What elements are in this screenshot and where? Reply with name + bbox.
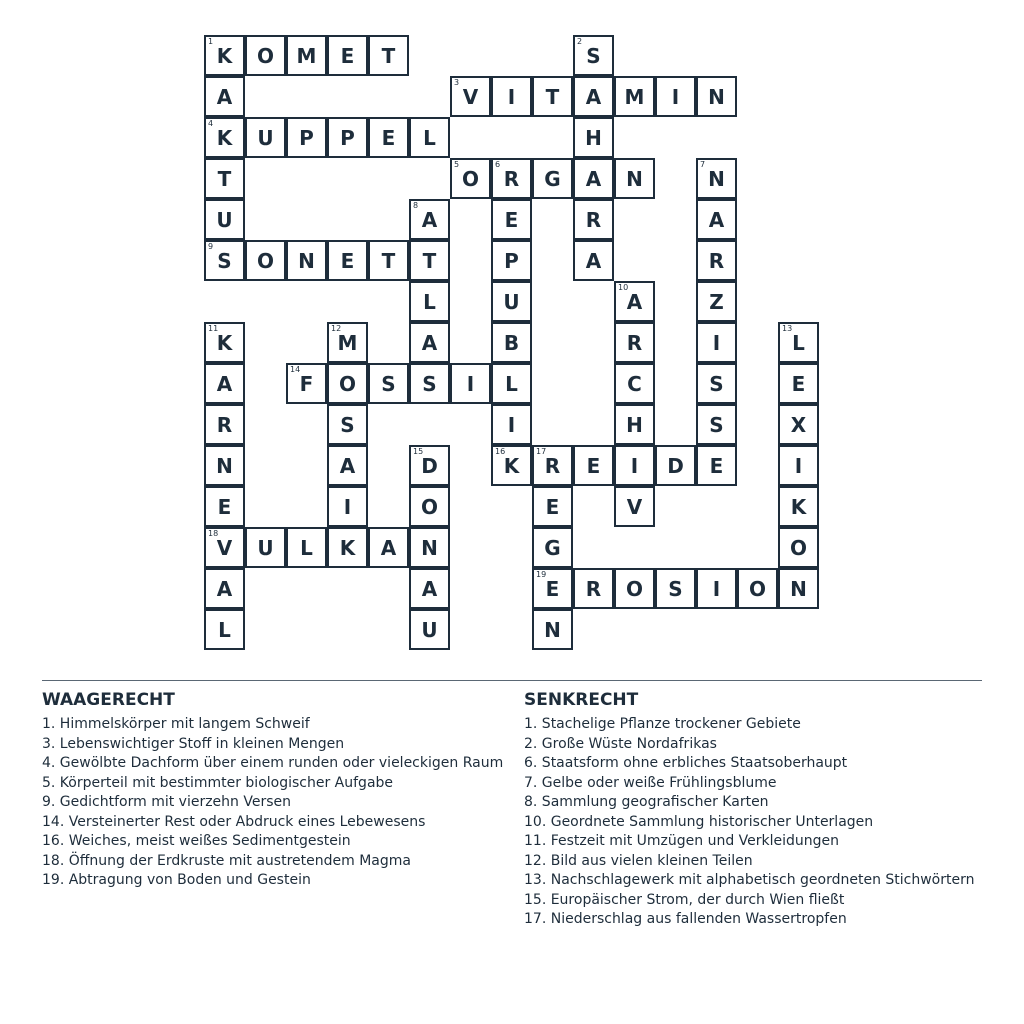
cell-letter: L	[423, 289, 436, 314]
cell-letter: R	[544, 453, 561, 478]
down-clue: 12. Bild aus vielen kleinen Teilen	[524, 852, 753, 869]
cell-letter: N	[421, 535, 438, 560]
grid-cell[interactable]	[286, 363, 327, 404]
grid-cell[interactable]	[696, 158, 737, 199]
cell-letter: O	[789, 535, 807, 560]
cell-letter: P	[340, 125, 355, 150]
clue-number: 16	[495, 447, 506, 456]
grid-cell[interactable]	[409, 568, 450, 609]
across-clue: 16. Weiches, meist weißes Sedimentgestein	[42, 833, 351, 849]
grid-cell[interactable]	[204, 240, 245, 281]
cell-letter: E	[545, 576, 560, 601]
cell-letter: S	[340, 412, 355, 437]
grid-cell[interactable]	[491, 76, 532, 117]
grid-cell[interactable]	[696, 76, 737, 117]
cell-letter: A	[421, 576, 438, 601]
cell-letter: O	[256, 43, 274, 68]
grid-cell[interactable]	[614, 363, 655, 404]
cell-letter: I	[794, 453, 803, 478]
clue-number: 5	[454, 160, 460, 169]
down-clue: 2. Große Wüste Nordafrikas	[524, 735, 717, 752]
grid-cell[interactable]	[409, 322, 450, 363]
cell-letter: R	[626, 330, 643, 355]
grid-cell[interactable]	[204, 117, 245, 158]
cell-letter: R	[708, 248, 725, 273]
cell-letter: K	[216, 125, 233, 150]
cell-letter: H	[626, 412, 643, 437]
clue-number: 12	[331, 324, 342, 333]
cell-letter: I	[712, 576, 721, 601]
cell-letter: T	[217, 166, 232, 191]
grid-cell[interactable]	[204, 445, 245, 486]
cell-letter: E	[545, 494, 560, 519]
divider	[42, 680, 982, 681]
cell-letter: E	[586, 453, 601, 478]
across-clue: 14. Versteinerter Rest oder Abdruck eines Lebewesens	[42, 813, 426, 830]
grid-cell[interactable]	[450, 158, 491, 199]
grid-cell[interactable]	[696, 568, 737, 609]
grid-cell[interactable]	[409, 486, 450, 527]
cell-letter: N	[708, 166, 725, 191]
cell-letter: V	[216, 535, 233, 560]
clue-number: 9	[208, 242, 214, 251]
down-clue-list	[524, 716, 984, 927]
grid-cell[interactable]	[204, 486, 245, 527]
down-clue: 13. Nachschlagewerk mit alphabetisch geordneten Stichwörtern	[524, 872, 975, 888]
cell-letter: G	[544, 166, 561, 191]
cell-letter: N	[216, 453, 233, 478]
grid-cell[interactable]	[491, 240, 532, 281]
cell-letter: S	[422, 371, 437, 396]
grid-cell[interactable]	[491, 445, 532, 486]
across-clue: 1. Himmelskörper mit langem Schweif	[42, 716, 310, 732]
grid-cell[interactable]	[737, 568, 778, 609]
grid-cell[interactable]	[327, 363, 368, 404]
cell-letter: A	[380, 535, 397, 560]
cell-letter: Z	[709, 289, 724, 314]
across-clue: 18. Öffnung der Erdkruste mit austretendem Magma	[42, 852, 411, 869]
grid-cell[interactable]	[696, 281, 737, 322]
grid-cell[interactable]	[614, 158, 655, 199]
grid-cell[interactable]	[450, 76, 491, 117]
grid-cell[interactable]	[532, 527, 573, 568]
cell-letter: D	[421, 453, 438, 478]
grid-cell[interactable]	[204, 609, 245, 650]
across-clue: 4. Gewölbte Dachform über einem runden oder vieleckigen Raum	[42, 755, 504, 771]
clue-number: 11	[208, 324, 219, 333]
across-heading: WAAGERECHT	[42, 690, 175, 710]
grid-cell[interactable]	[286, 35, 327, 76]
cell-letter: E	[340, 43, 355, 68]
grid-cell[interactable]	[655, 76, 696, 117]
grid-cell[interactable]	[368, 527, 409, 568]
cell-letter: R	[503, 166, 520, 191]
cell-letter: L	[423, 125, 436, 150]
cell-letter: D	[667, 453, 684, 478]
cell-letter: N	[626, 166, 643, 191]
down-clue: 17. Niederschlag aus fallenden Wassertropfen	[524, 911, 847, 927]
grid-cell[interactable]	[409, 281, 450, 322]
cell-letter: V	[462, 84, 479, 109]
grid-cell[interactable]	[696, 363, 737, 404]
clue-number: 19	[536, 570, 547, 579]
across-clue: 9. Gedichtform mit vierzehn Versen	[42, 794, 292, 810]
down-clue: 10. Geordnete Sammlung historischer Unterlagen	[524, 813, 874, 830]
across-clue: 19. Abtragung von Boden und Gestein	[42, 872, 311, 888]
down-clues-section	[524, 690, 984, 931]
grid-cell[interactable]	[696, 322, 737, 363]
clue-number: 15	[413, 447, 424, 456]
grid-cell[interactable]	[778, 445, 819, 486]
cell-letter: A	[216, 84, 233, 109]
cell-letter: S	[586, 43, 601, 68]
clue-number: 10	[618, 283, 629, 292]
cell-letter: M	[624, 84, 645, 109]
cell-letter: S	[709, 371, 724, 396]
cell-letter: T	[381, 43, 396, 68]
grid-cell[interactable]	[614, 322, 655, 363]
cell-letter: H	[585, 125, 602, 150]
clue-number: 4	[208, 119, 214, 128]
cell-letter: A	[421, 207, 438, 232]
across-clues-section	[42, 690, 512, 892]
cell-letter: M	[296, 43, 317, 68]
grid-cell[interactable]	[409, 445, 450, 486]
cell-letter: O	[461, 166, 479, 191]
cell-letter: I	[671, 84, 680, 109]
grid-cell[interactable]	[409, 527, 450, 568]
grid-cell[interactable]	[491, 363, 532, 404]
grid-cell[interactable]	[614, 76, 655, 117]
cell-letter: R	[216, 412, 233, 437]
grid-cell[interactable]	[573, 35, 614, 76]
cell-letter: N	[298, 248, 315, 273]
grid-cell[interactable]	[573, 199, 614, 240]
grid-cell[interactable]	[532, 609, 573, 650]
cell-letter: K	[503, 453, 520, 478]
grid-cell[interactable]	[491, 281, 532, 322]
cell-letter: F	[299, 371, 314, 396]
cell-letter: P	[299, 125, 314, 150]
cell-letter: A	[421, 330, 438, 355]
grid-cell[interactable]	[491, 199, 532, 240]
grid-cell[interactable]	[778, 486, 819, 527]
grid-cell[interactable]	[491, 404, 532, 445]
grid-cell[interactable]	[573, 158, 614, 199]
cell-letter: U	[216, 207, 233, 232]
cell-letter: S	[217, 248, 232, 273]
grid-cell[interactable]	[327, 527, 368, 568]
cell-letter: T	[545, 84, 560, 109]
clue-number: 1	[208, 37, 214, 46]
cell-letter: I	[343, 494, 352, 519]
grid-cell[interactable]	[368, 363, 409, 404]
down-clue: 6. Staatsform ohne erbliches Staatsoberhaupt	[524, 755, 848, 771]
cell-letter: L	[218, 617, 231, 642]
cell-letter: S	[668, 576, 683, 601]
grid-cell[interactable]	[573, 240, 614, 281]
cell-letter: S	[709, 412, 724, 437]
cell-letter: K	[790, 494, 807, 519]
cell-letter: X	[790, 412, 807, 437]
grid-cell[interactable]	[368, 35, 409, 76]
grid-cell[interactable]	[409, 199, 450, 240]
cell-letter: V	[626, 494, 643, 519]
grid-cell[interactable]	[204, 527, 245, 568]
clue-number: 13	[782, 324, 793, 333]
grid-cell[interactable]	[327, 117, 368, 158]
cell-letter: R	[585, 207, 602, 232]
grid-cell[interactable]	[778, 322, 819, 363]
clue-number: 17	[536, 447, 547, 456]
clue-number: 14	[290, 365, 301, 374]
cell-letter: I	[466, 371, 475, 396]
cell-letter: E	[381, 125, 396, 150]
grid-cell[interactable]	[573, 568, 614, 609]
cell-letter: A	[216, 371, 233, 396]
cell-letter: K	[216, 330, 233, 355]
grid-cell[interactable]	[204, 35, 245, 76]
down-clue: 7. Gelbe oder weiße Frühlingsblume	[524, 774, 777, 791]
cell-letter: A	[708, 207, 725, 232]
grid-cell[interactable]	[245, 240, 286, 281]
grid-cell[interactable]	[327, 486, 368, 527]
grid-cell[interactable]	[573, 76, 614, 117]
grid-cell[interactable]	[409, 240, 450, 281]
grid-cell[interactable]	[204, 199, 245, 240]
grid-cell[interactable]	[614, 445, 655, 486]
grid-cell[interactable]	[696, 404, 737, 445]
cell-letter: I	[507, 412, 516, 437]
grid-cell[interactable]	[409, 117, 450, 158]
cell-letter: A	[585, 84, 602, 109]
down-clue: 15. Europäischer Strom, der durch Wien fließt	[524, 891, 845, 908]
grid-cell[interactable]	[368, 117, 409, 158]
cell-letter: A	[626, 289, 643, 314]
down-clue: 11. Festzeit mit Umzügen und Verkleidungen	[524, 833, 840, 849]
grid-cell[interactable]	[204, 363, 245, 404]
grid-cell[interactable]	[655, 568, 696, 609]
cell-letter: I	[630, 453, 639, 478]
cell-letter: T	[422, 248, 437, 273]
grid-cell[interactable]	[286, 117, 327, 158]
cell-letter: L	[300, 535, 313, 560]
grid-cell[interactable]	[614, 568, 655, 609]
clue-number: 7	[700, 160, 706, 169]
cell-letter: U	[421, 617, 438, 642]
grid-cell[interactable]	[573, 117, 614, 158]
clue-number: 6	[495, 160, 501, 169]
cell-letter: O	[338, 371, 356, 396]
cell-letter: E	[217, 494, 232, 519]
grid-cell[interactable]	[327, 445, 368, 486]
cell-letter: O	[256, 248, 274, 273]
cell-letter: U	[503, 289, 520, 314]
cell-letter: M	[337, 330, 358, 355]
grid-cell[interactable]	[491, 322, 532, 363]
cell-letter: U	[257, 535, 274, 560]
cell-letter: O	[625, 576, 643, 601]
grid-cell[interactable]	[696, 240, 737, 281]
cell-letter: L	[792, 330, 805, 355]
grid-cell[interactable]	[245, 117, 286, 158]
grid-cell[interactable]	[245, 527, 286, 568]
down-clue: 1. Stachelige Pflanze trockener Gebiete	[524, 716, 801, 732]
down-heading: SENKRECHT	[524, 690, 639, 710]
grid-cell[interactable]	[368, 240, 409, 281]
across-clue: 3. Lebenswichtiger Stoff in kleinen Mengen	[42, 735, 345, 752]
grid-cell[interactable]	[655, 445, 696, 486]
grid-cell[interactable]	[778, 363, 819, 404]
grid-cell[interactable]	[778, 527, 819, 568]
cell-letter: E	[504, 207, 519, 232]
grid-cell[interactable]	[286, 527, 327, 568]
cell-letter: A	[585, 166, 602, 191]
clue-number: 8	[413, 201, 419, 210]
grid-cell[interactable]	[204, 404, 245, 445]
grid-cell[interactable]	[327, 322, 368, 363]
cell-letter: N	[708, 84, 725, 109]
cell-letter: O	[748, 576, 766, 601]
grid-cell[interactable]	[532, 445, 573, 486]
grid-cell[interactable]	[245, 35, 286, 76]
cell-letter: N	[544, 617, 561, 642]
grid-cell[interactable]	[532, 486, 573, 527]
cell-letter: N	[790, 576, 807, 601]
grid-cell[interactable]	[614, 404, 655, 445]
grid-cell[interactable]	[614, 486, 655, 527]
grid-cell[interactable]	[532, 158, 573, 199]
cell-letter: E	[791, 371, 806, 396]
cell-letter: G	[544, 535, 561, 560]
grid-cell[interactable]	[409, 363, 450, 404]
grid-cell[interactable]	[778, 404, 819, 445]
clue-number: 3	[454, 78, 460, 87]
grid-cell[interactable]	[573, 445, 614, 486]
grid-cell[interactable]	[450, 363, 491, 404]
grid-cell[interactable]	[327, 240, 368, 281]
clue-number: 18	[208, 529, 219, 538]
cell-letter: T	[381, 248, 396, 273]
cell-letter: B	[503, 330, 520, 355]
cell-letter: L	[505, 371, 518, 396]
cell-letter: K	[339, 535, 356, 560]
cell-letter: A	[216, 576, 233, 601]
cell-letter: I	[712, 330, 721, 355]
grid-cell[interactable]	[778, 568, 819, 609]
grid-cell[interactable]	[491, 158, 532, 199]
cell-letter: E	[340, 248, 355, 273]
cell-letter: R	[585, 576, 602, 601]
cell-letter: S	[381, 371, 396, 396]
grid-cell[interactable]	[204, 76, 245, 117]
clue-number: 2	[577, 37, 583, 46]
cell-letter: U	[257, 125, 274, 150]
grid-cell[interactable]	[696, 445, 737, 486]
grid-cell[interactable]	[204, 322, 245, 363]
cell-letter: E	[709, 453, 724, 478]
grid-cell[interactable]	[409, 609, 450, 650]
grid-cell[interactable]	[327, 404, 368, 445]
grid-cell[interactable]	[532, 76, 573, 117]
grid-cell[interactable]	[327, 35, 368, 76]
grid-cell[interactable]	[286, 240, 327, 281]
cell-letter: O	[420, 494, 438, 519]
cell-letter: A	[585, 248, 602, 273]
down-clue: 8. Sammlung geografischer Karten	[524, 794, 769, 810]
across-clue-list	[42, 716, 512, 888]
cell-letter: C	[627, 371, 642, 396]
grid-cell[interactable]	[532, 568, 573, 609]
cell-letter: I	[507, 84, 516, 109]
cell-letter: A	[339, 453, 356, 478]
across-clue: 5. Körperteil mit bestimmter biologischer Aufgabe	[42, 774, 394, 791]
cell-letter: P	[504, 248, 519, 273]
grid-cell[interactable]	[204, 568, 245, 609]
grid-cell[interactable]	[696, 199, 737, 240]
grid-cell[interactable]	[204, 158, 245, 199]
cell-letter: K	[216, 43, 233, 68]
grid-cell[interactable]	[614, 281, 655, 322]
